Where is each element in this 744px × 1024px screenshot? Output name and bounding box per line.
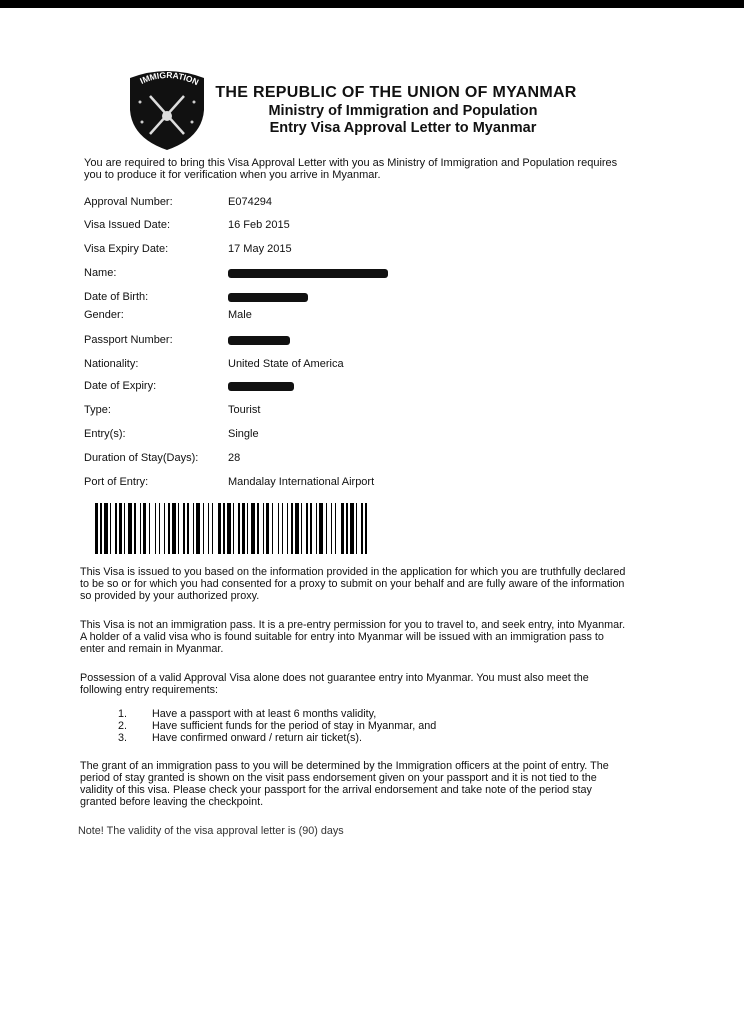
- barcode-bar: [100, 503, 102, 554]
- barcode-bar: [115, 503, 117, 554]
- barcode-bar: [361, 503, 363, 554]
- barcode-bar: [316, 503, 317, 554]
- field-value: 17 May 2015: [228, 243, 292, 255]
- barcode-bar: [306, 503, 308, 554]
- barcode-bar: [278, 503, 279, 554]
- intro-text: You are required to bring this Visa Approval Letter with you as Ministry of Immigration and Population requires you to produce it for verification when you arrive in Myanmar.: [84, 157, 618, 181]
- field-label: Entry(s):: [84, 428, 126, 440]
- emblem-text: IMMIGRATION: [138, 69, 201, 88]
- field-port-of-entry: [84, 476, 504, 490]
- barcode-bar: [187, 503, 189, 554]
- barcode-bar: [143, 503, 146, 554]
- barcode-bar: [227, 503, 231, 554]
- ministry-title: Ministry of Immigration and Population: [268, 103, 538, 119]
- barcode-bar: [124, 503, 125, 554]
- field-label: Passport Number:: [84, 334, 173, 346]
- field-gender: [84, 309, 504, 323]
- barcode-bar: [331, 503, 332, 554]
- barcode-bar: [208, 503, 209, 554]
- field-label: Port of Entry:: [84, 476, 149, 488]
- barcode-bar: [159, 503, 160, 554]
- barcode-bar: [233, 503, 234, 554]
- barcode-bar: [238, 503, 240, 554]
- barcode-bar: [257, 503, 259, 554]
- country-title: THE REPUBLIC OF THE UNION OF MYANMAR: [215, 84, 577, 101]
- barcode-bar: [223, 503, 225, 554]
- barcode-bar: [319, 503, 323, 554]
- paragraph-immigration-grant: The grant of an immigration pass to you will be determined by the Immigration officers at the point of entry. The period of stay granted is shown on the visit pass endorsement given on your passport and it is not tied to the validity of this visa. Please check your passport for the arrival endorsement and take note of the period stay granted before leaving the checkpoint.: [80, 760, 609, 808]
- field-nationality: [84, 358, 504, 372]
- paragraph-not-immigration-pass: This Visa is not an immigration pass. It is a pre-entry permission for you to travel to, and seek entry, into Myanmar. A holder of a valid visa who is found suitable for entry into Myanmar will be issued with an immigration pass to enter and remain in Myanmar.: [80, 619, 626, 655]
- field-value: Tourist: [228, 404, 261, 416]
- field-label: Type:: [84, 404, 111, 416]
- barcode-bar: [282, 503, 283, 554]
- barcode: [95, 503, 367, 554]
- barcode-bar: [291, 503, 293, 554]
- barcode-bar: [341, 503, 344, 554]
- barcode-bar: [140, 503, 141, 554]
- field-label: Approval Number:: [84, 196, 173, 208]
- barcode-bar: [155, 503, 156, 554]
- barcode-bar: [272, 503, 273, 554]
- scan-top-edge: [0, 0, 744, 8]
- field-value: Mandalay International Airport: [228, 476, 375, 488]
- field-entries: [84, 428, 504, 442]
- redacted-value: [228, 267, 388, 279]
- barcode-bar: [149, 503, 150, 554]
- barcode-bar: [266, 503, 269, 554]
- barcode-bar: [247, 503, 248, 554]
- paragraph-entry-requirements: Possession of a valid Approval Visa alone does not guarantee entry into Myanmar. You must also meet the following entry requirements:: [80, 672, 589, 696]
- letter-header: [215, 84, 588, 136]
- field-date-of-birth: [84, 291, 504, 305]
- field-value: 16 Feb 2015: [228, 219, 290, 231]
- field-label: Gender:: [84, 309, 124, 321]
- barcode-bar: [356, 503, 357, 554]
- field-label: Visa Expiry Date:: [84, 243, 169, 255]
- field-label: Visa Issued Date:: [84, 219, 171, 231]
- redacted-value: [228, 380, 294, 392]
- field-value: E074294: [228, 196, 273, 208]
- field-approval-number: [84, 196, 504, 210]
- field-type: [84, 404, 504, 418]
- barcode-bar: [346, 503, 348, 554]
- field-value: United State of America: [228, 358, 344, 370]
- barcode-bar: [183, 503, 185, 554]
- field-duration-of-stay: [84, 452, 504, 466]
- field-passport-number: [84, 334, 504, 348]
- field-label: Name:: [84, 267, 117, 279]
- barcode-bar: [218, 503, 221, 554]
- barcode-bar: [164, 503, 165, 554]
- barcode-bar: [128, 503, 132, 554]
- field-label: Date of Expiry:: [84, 380, 157, 392]
- barcode-bar: [193, 503, 194, 554]
- immigration-emblem: [126, 66, 208, 150]
- paragraph-visa-basis: This Visa is issued to you based on the information provided in the application for which you are truthfully declared to be so or for which you had consented for a proxy to submit on your behalf and are fully aware of the information so provided by your authorized proxy.: [80, 566, 626, 602]
- field-date-of-expiry: [84, 380, 504, 394]
- barcode-bar: [203, 503, 204, 554]
- barcode-bar: [212, 503, 213, 554]
- field-name: [84, 267, 504, 281]
- barcode-bar: [350, 503, 354, 554]
- letter-title: Entry Visa Approval Letter to Myanmar: [269, 120, 537, 136]
- barcode-bar: [104, 503, 108, 554]
- field-visa-issued-date: [84, 219, 504, 233]
- barcode-bar: [95, 503, 98, 554]
- barcode-bar: [119, 503, 122, 554]
- barcode-bar: [196, 503, 200, 554]
- barcode-bar: [326, 503, 327, 554]
- barcode-bar: [287, 503, 288, 554]
- field-value: Single: [228, 428, 259, 440]
- barcode-bar: [172, 503, 176, 554]
- barcode-bar: [335, 503, 336, 554]
- redacted-value: [228, 334, 290, 346]
- field-label: Duration of Stay(Days):: [84, 452, 199, 464]
- field-visa-expiry-date: [84, 243, 504, 257]
- barcode-bar: [310, 503, 312, 554]
- validity-note: Note! The validity of the visa approval letter is (90) days: [78, 825, 344, 837]
- barcode-bar: [295, 503, 299, 554]
- barcode-bar: [301, 503, 302, 554]
- field-value: 28: [228, 452, 241, 464]
- barcode-bar: [263, 503, 264, 554]
- barcode-bar: [168, 503, 170, 554]
- barcode-bar: [110, 503, 111, 554]
- barcode-bar: [365, 503, 367, 554]
- barcode-bar: [242, 503, 245, 554]
- barcode-bar: [178, 503, 179, 554]
- barcode-bar: [251, 503, 255, 554]
- field-label: Date of Birth:: [84, 291, 149, 303]
- barcode-bar: [134, 503, 136, 554]
- redacted-value: [228, 291, 308, 303]
- field-label: Nationality:: [84, 358, 139, 370]
- field-value: Male: [228, 309, 252, 321]
